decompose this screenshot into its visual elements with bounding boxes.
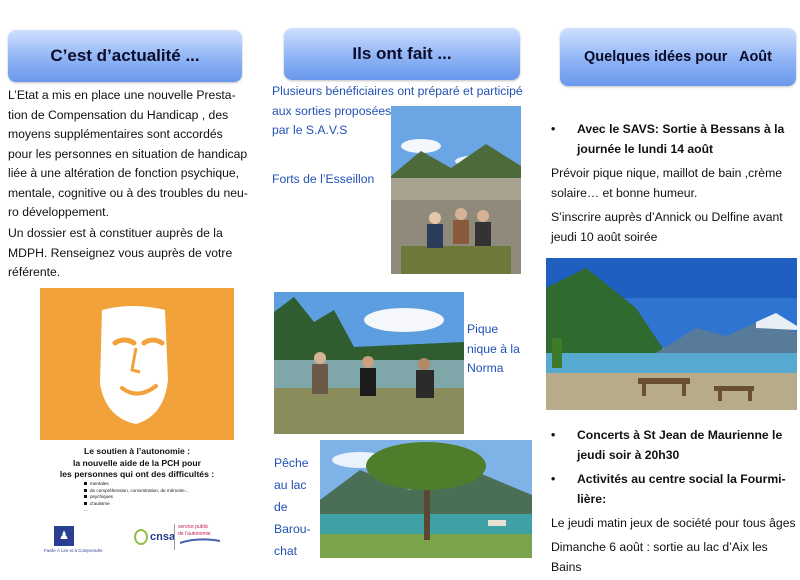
text-line: Activités au centre social la Fourmi- [577, 472, 786, 486]
poster-title-line: Le soutien à l’autonomie : [84, 446, 190, 456]
list-item: d’autisme [84, 501, 234, 508]
bullet-bessans [551, 120, 797, 160]
text-line: référente. [8, 265, 61, 279]
bullet-dot: • [551, 428, 556, 442]
poster-list [84, 481, 234, 514]
text-line: ro développement. [8, 205, 109, 219]
photo-lac-barouchat [320, 440, 532, 558]
jeux-societe-text: Le jeudi matin jeux de société pour tous âges [551, 516, 796, 530]
text-line: Barou- [274, 522, 311, 536]
text-line: Avec le SAVS: Sortie à Bessans à la [577, 122, 785, 136]
caption-esseillon: Forts de l’Esseillon [272, 172, 375, 186]
caption-norma [467, 320, 520, 379]
caption-barouchat [274, 452, 311, 562]
text-line: moyens supplémentaires sont accordés [8, 127, 223, 141]
text-line: chat [274, 544, 298, 558]
list-item: ... [84, 507, 88, 513]
text-line: au lac [274, 478, 307, 492]
bessans-prevoir [551, 164, 797, 203]
lac-aix-text: Dimanche 6 août : sortie au lac d’Aix les Bains [551, 540, 768, 574]
actualite-header-text: C’est d’actualité ... [50, 46, 200, 65]
text-line: aux sorties proposées [272, 103, 392, 118]
ils-ont-fait-header-text: Ils ont fait ... [352, 44, 452, 63]
pch-poster [40, 288, 234, 440]
falc-logo-caption: Facile À Lire et à Comprendre [44, 548, 103, 553]
text-line: Un dossier est à constituer auprès de la [8, 226, 223, 240]
list-item: de compréhension, concentration, de mémoire... [84, 488, 234, 495]
actualite-paragraph-1 [8, 86, 248, 223]
text-line: Concerts à St Jean de Maurienne le [577, 428, 783, 442]
falc-logo: ♟ [54, 526, 74, 546]
text-line: tion de Compensation du Handicap , des [8, 107, 229, 122]
ils-ont-fait-header [284, 28, 520, 80]
bessans-inscription [551, 208, 797, 247]
poster-caption [40, 446, 234, 481]
idees-aout-header [560, 28, 796, 86]
bullet-dot: • [551, 122, 556, 136]
bullet-fourmiliere [551, 470, 797, 510]
text-line: journée le lundi 14 août [577, 141, 714, 156]
swoosh-icon [178, 537, 222, 545]
actualite-header [8, 30, 242, 82]
cnsa-mark-icon [134, 529, 148, 545]
text-line: MDPH. Renseignez vous auprès de votre [8, 245, 233, 260]
list-item: psychiques [84, 494, 234, 501]
bullet-dot: • [551, 472, 556, 486]
text-line: L’Etat a mis en place une nouvelle Presta- [8, 88, 236, 102]
cnsa-logo: cnsa [134, 527, 175, 547]
text-line: Norma [467, 361, 504, 375]
idees-aout-header-text: Quelques idées pour Août [584, 49, 772, 65]
poster-title-line: la nouvelle aide de la PCH pour [73, 457, 201, 468]
text-line: jeudi 10 août soirée [551, 229, 658, 244]
text-line: pour les personnes en situation de handicap [8, 146, 248, 161]
list-item: mentales [84, 481, 234, 488]
photo-bessans-vallee [546, 258, 797, 410]
bullet-concerts [551, 426, 797, 466]
photo-forts-esseillon [391, 106, 521, 274]
poster-title-line: les personnes qui ont des difficultés : [59, 469, 215, 479]
text-line: Pêche [274, 456, 309, 470]
text-line: Pique [467, 322, 499, 336]
text-line: mentale, cognitive ou à des troubles du neu- [8, 185, 248, 200]
text-line: Prévoir pique nique, maillot de bain ,crème [551, 166, 783, 180]
text-line: jeudi soir à 20h30 [577, 447, 680, 462]
face-mask-icon [40, 288, 234, 440]
text-line: nique à la [467, 341, 520, 356]
text-line: solaire… et bonne humeur. [551, 185, 698, 200]
text-line: par le S.A.V.S [272, 123, 348, 137]
actualite-paragraph-2 [8, 224, 248, 283]
autonomie-logo: service public de l’autonomie [174, 524, 234, 550]
text-line: Plusieurs bénéficiaires ont préparé et participé [272, 84, 523, 98]
text-line: liée à une altération de fonction psychique, [8, 166, 240, 180]
text-line: de [274, 500, 288, 514]
photo-pique-nique-norma [274, 292, 464, 434]
text-line: lière: [577, 491, 607, 506]
text-line: S’inscrire auprès d’Annick ou Delfine avant [551, 210, 783, 224]
